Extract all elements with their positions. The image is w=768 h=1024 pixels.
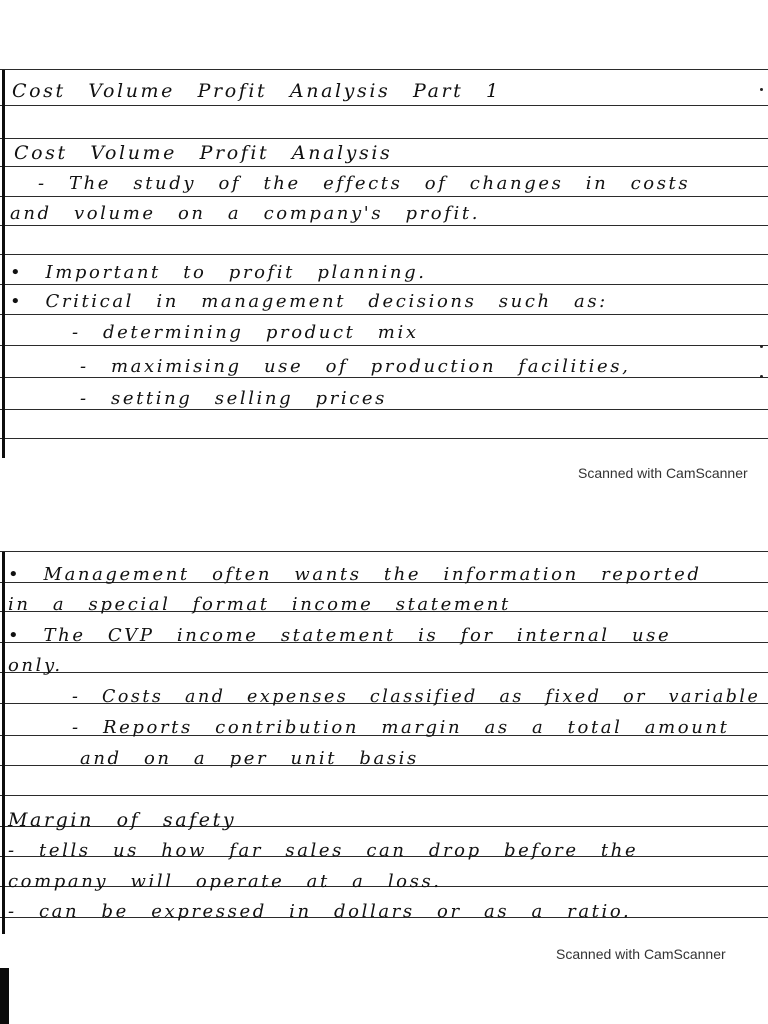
scanner-watermark: Scanned with CamScanner: [578, 465, 748, 481]
ruled-line: [0, 254, 768, 255]
scanner-watermark: Scanned with CamScanner: [556, 946, 726, 962]
ruled-line: [0, 795, 768, 796]
section-heading: Cost Volume Profit Analysis: [14, 142, 393, 164]
note-line: - The study of the effects of changes in costs: [38, 173, 691, 194]
ruled-line: [0, 138, 768, 139]
sub-item: - setting selling prices: [80, 388, 388, 409]
note-line: - can be expressed in dollars or as a ratio.: [8, 901, 632, 922]
ruled-line: [0, 551, 768, 552]
sub-item: - Reports contribution margin as a total amount: [72, 717, 730, 738]
bullet-item: • The CVP income statement is for internal use: [8, 625, 672, 646]
sub-item: - determining product mix: [72, 322, 419, 343]
margin-rule: [2, 70, 5, 458]
ruled-line: [0, 314, 768, 315]
sub-item: - maximising use of production facilities,: [80, 356, 631, 377]
ruled-line: [0, 672, 768, 673]
ruled-line: [0, 225, 768, 226]
note-line: in a special format income statement: [8, 594, 511, 615]
note-line: and volume on a company's profit.: [10, 203, 481, 224]
page-title: Cost Volume Profit Analysis Part 1: [12, 80, 501, 102]
ruled-line: [0, 196, 768, 197]
ruled-line: [0, 438, 768, 439]
ruled-line: [0, 166, 768, 167]
note-line: and on a per unit basis: [80, 748, 419, 769]
sub-item: - Costs and expenses classified as fixed or variable: [72, 686, 761, 707]
section-heading: Margin of safety: [8, 809, 237, 831]
ruled-line: [0, 377, 768, 378]
ruled-line: [0, 69, 768, 70]
note-line: company will operate at a loss.: [8, 871, 442, 892]
note-line: only.: [8, 655, 63, 676]
scan-speck: [760, 345, 763, 348]
scanned-page-2: [0, 490, 768, 934]
margin-rule: [2, 552, 5, 934]
ruled-line: [0, 345, 768, 346]
scan-speck: [760, 375, 763, 378]
scan-speck: [760, 88, 763, 91]
scan-edge-shadow: [0, 968, 9, 1024]
bullet-item: • Important to profit planning.: [10, 262, 427, 283]
bullet-item: • Management often wants the information reported: [8, 564, 702, 585]
bullet-item: • Critical in management decisions such as:: [10, 291, 608, 312]
note-line: - tells us how far sales can drop before the: [8, 840, 639, 861]
ruled-line: [0, 409, 768, 410]
ruled-line: [0, 284, 768, 285]
ruled-line: [0, 105, 768, 106]
